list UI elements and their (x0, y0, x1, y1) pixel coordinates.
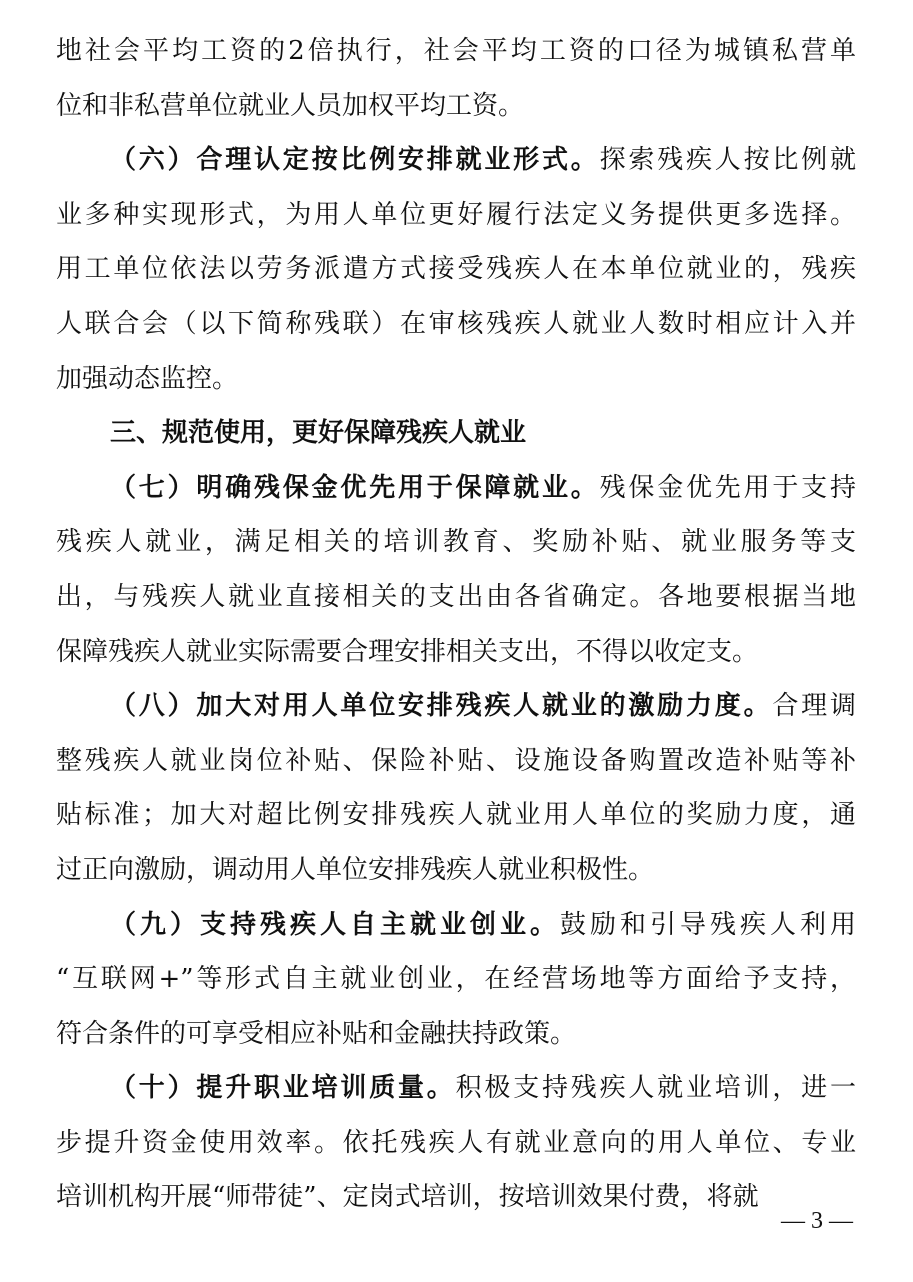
paragraph-line (56, 843, 856, 898)
paragraph-line (56, 79, 856, 134)
line-text: 培训机构开展“师带徒”、定岗式培训，按培训效果付费，将就 (56, 1182, 759, 1213)
line-text: 业多种实现形式，为用人单位更好履行法定义务提供更多选择。 (56, 199, 856, 230)
paragraph-line (56, 898, 856, 953)
paragraph-lead: （七）明确残保金优先用于保障就业。 (110, 472, 600, 503)
line-text: 步提升资金使用效率。依托残疾人有就业意向的用人单位、专业 (56, 1127, 856, 1158)
paragraph-line (56, 24, 856, 79)
paragraph-line (56, 1116, 856, 1171)
line-text: 残疾人就业，满足相关的培训教育、奖励补贴、就业服务等支 (56, 527, 856, 558)
paragraph-line (56, 133, 856, 188)
line-text: 鼓励和引导残疾人利用 (559, 909, 856, 940)
line-text: 积极支持残疾人就业培训，进一 (455, 1073, 856, 1104)
paragraph-lead: （九）支持残疾人自主就业创业。 (110, 909, 560, 940)
line-text: 地社会平均工资的2倍执行，社会平均工资的口径为城镇私营单 (56, 36, 856, 66)
line-text: 残保金优先用于支持 (599, 472, 856, 503)
paragraph-lead: （六）合理认定按比例安排就业形式。 (110, 145, 600, 176)
line-text: 整残疾人就业岗位补贴、保险补贴、设施设备购置改造补贴等补 (56, 745, 856, 776)
paragraph-line (56, 1061, 856, 1116)
paragraph-line (56, 188, 856, 243)
line-text: 过正向激励，调动用人单位安排残疾人就业积极性。 (56, 854, 655, 885)
line-text: 贴标准；加大对超比例安排残疾人就业用人单位的奖励力度，通 (56, 800, 856, 831)
line-text: 位和非私营单位就业人员加权平均工资。 (56, 90, 525, 121)
line-text: 出，与残疾人就业直接相关的支出由各省确定。各地要根据当地 (56, 581, 856, 612)
paragraph-line (56, 952, 856, 1007)
document-page (56, 24, 856, 1225)
line-text: 用工单位依法以劳务派遣方式接受残疾人在本单位就业的，残疾 (56, 254, 856, 285)
paragraph-line (56, 352, 856, 407)
line-text: 符合条件的可享受相应补贴和金融扶持政策。 (56, 1018, 577, 1049)
paragraph-line (56, 679, 856, 734)
line-text: 人联合会（以下简称残联）在审核残疾人就业人数时相应计入并 (56, 308, 856, 339)
section-heading: 三、规范使用，更好保障残疾人就业 (110, 418, 527, 449)
paragraph-line (56, 788, 856, 843)
paragraph-lead: （十）提升职业培训质量。 (110, 1073, 456, 1104)
paragraph-line (56, 734, 856, 789)
line-text: 保障残疾人就业实际需要合理安排相关支出，不得以收定支。 (56, 636, 759, 667)
line-text: 探索残疾人按比例就 (599, 145, 856, 176)
paragraph-lead: （八）加大对用人单位安排残疾人就业的激励力度。 (110, 691, 773, 722)
paragraph-line (56, 515, 856, 570)
paragraph-line (56, 297, 856, 352)
paragraph-line (56, 625, 856, 680)
line-text: “互联网+”等形式自主就业创业，在经营场地等方面给予支持， (56, 964, 856, 995)
body-text (56, 24, 856, 1225)
page-number: — 3 — (781, 1208, 853, 1234)
line-text: 加强动态监控。 (56, 363, 239, 394)
line-text: 合理调 (772, 691, 856, 722)
paragraph-line (56, 570, 856, 625)
paragraph-line (56, 1007, 856, 1062)
paragraph-line (56, 242, 856, 297)
paragraph-line (56, 461, 856, 516)
